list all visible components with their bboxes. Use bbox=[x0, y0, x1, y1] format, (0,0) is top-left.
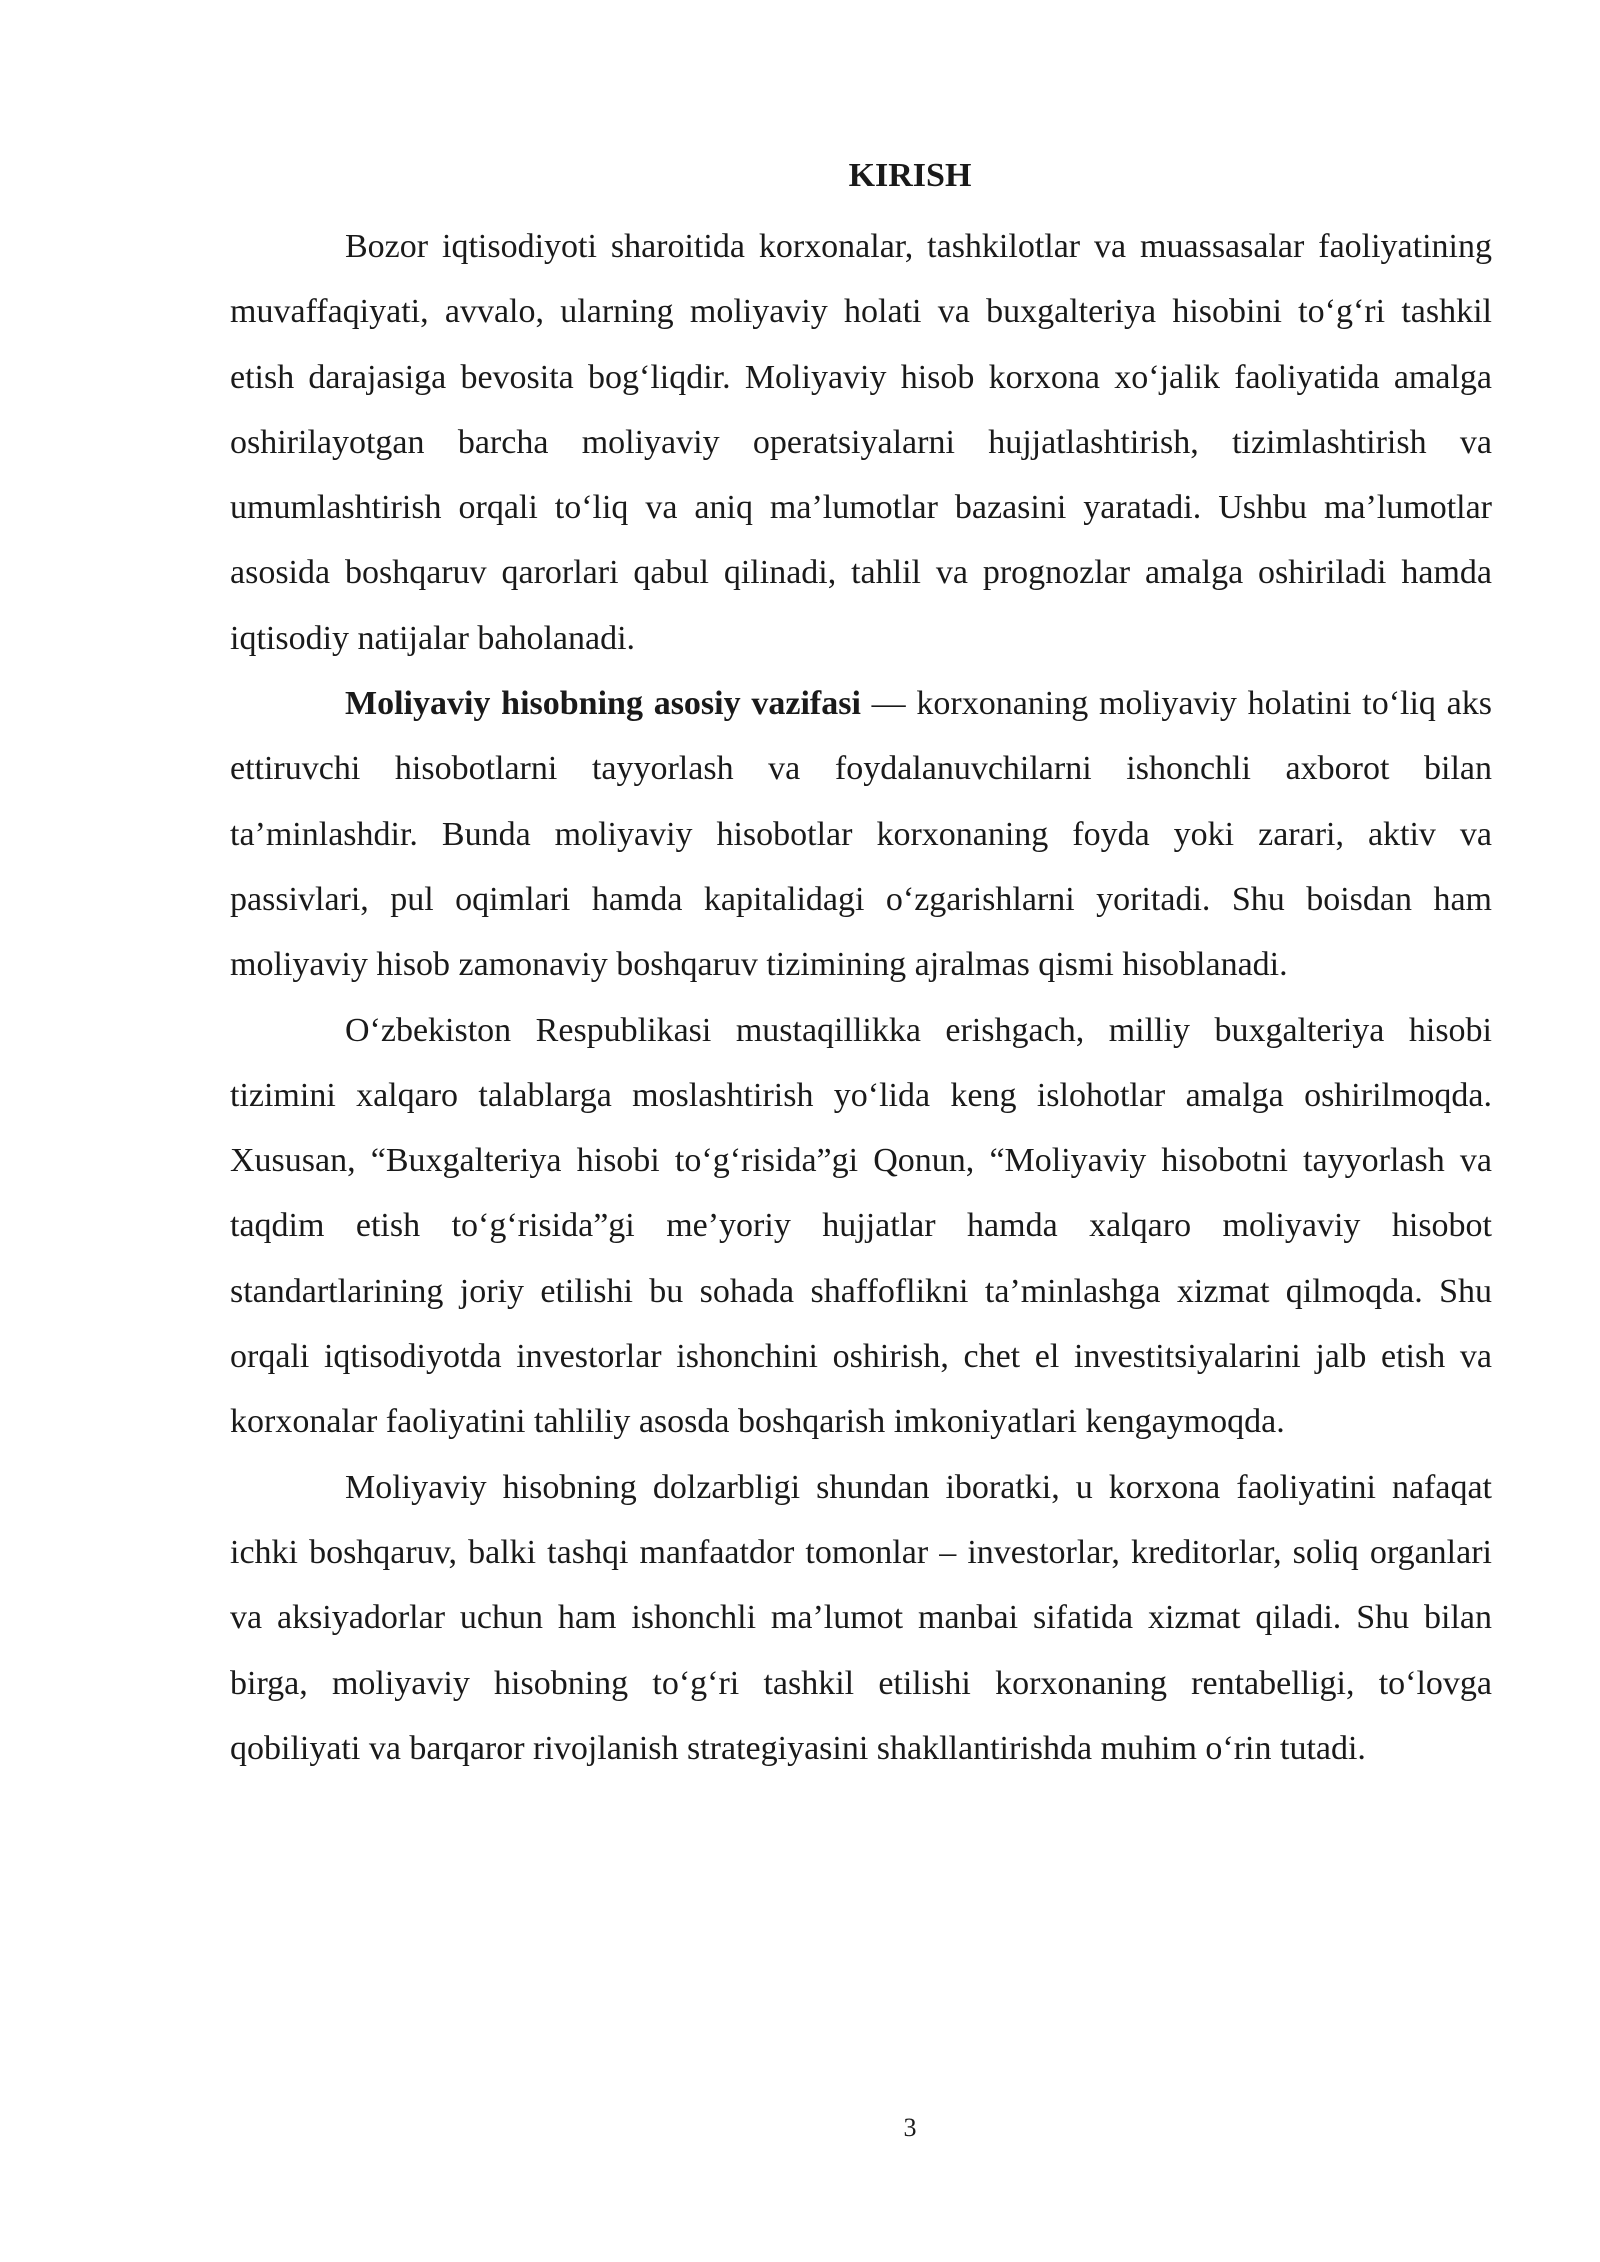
section-heading: KIRISH bbox=[848, 157, 972, 194]
paragraph-3-text: O‘zbekiston Respublikasi mustaqillikka erishgach, milliy buxgalteriya hisobi tizimini xalqaro talablarga moslashtirish yo‘lida keng islohotlar amalga oshirilmoqda. Xususan, “Buxgalteriya hisobi to‘g‘risida”gi Qonun, “Moliyaviy hisobotni tayyorlash va taqdim etish to‘g‘risida”gi me’yoriy hujjatlar hamda xalqaro moliyaviy hisobot standartlarining joriy etilishi bu sohada shaffoflikni ta’minlashga xizmat qilmoqda. Shu orqali iqtisodiyotda investorlar ishonchini oshirish, chet el investitsiyalarini jalb etish va korxonalar faoliyatini tahliliy asosda boshqarish imkoniyatlari kengaymoqda. bbox=[230, 1011, 1492, 1441]
paragraph-2-text: — korxonaning moliyaviy holatini to‘liq aks ettiruvchi hisobotlarni tayyorlash va foydalanuvchilarni ishonchli axborot bilan ta’minlashdir. Bunda moliyaviy hisobotlar korxonaning foyda yoki zarari, aktiv va passivlari, pul oqimlari hamda kapitalidagi o‘zgarishlarni yoritadi. Shu boisdan ham moliyaviy hisob zamonaviy boshqaruv tizimining ajralmas qismi hisoblanadi. bbox=[230, 685, 1492, 984]
paragraph-4 bbox=[230, 1455, 1492, 1781]
paragraph-2-lead-bold: Moliyaviy hisobning asosiy vazifasi bbox=[345, 685, 861, 723]
paragraph-4-text: Moliyaviy hisobning dolzarbligi shundan iboratki, u korxona faoliyatini nafaqat ichki boshqaruv, balki tashqi manfaatdor tomonlar – investorlar, kreditorlar, soliq organlari va aksiyadorlar uchun ham ishonchli ma’lumot manbai sifatida xizmat qiladi. Shu bilan birga, moliyaviy hisobning to‘g‘ri tashkil etilishi korxonaning rentabelligi, to‘lovga qobiliyati va barqaror rivojlanish strategiyasini shakllantirishda muhim o‘rin tutadi. bbox=[230, 1468, 1492, 1767]
paragraph-3 bbox=[230, 998, 1492, 1455]
paragraph-2 bbox=[230, 671, 1492, 997]
body-text bbox=[230, 214, 1492, 1781]
paragraph-1-text: Bozor iqtisodiyoti sharoitida korxonalar, tashkilotlar va muassasalar faoliyatining muvaffaqiyati, avvalo, ularning moliyaviy holati va buxgalteriya hisobini to‘g‘ri tashkil etish darajasiga bevosita bog‘liqdir. Moliyaviy hisob korxona xo‘jalik faoliyatida amalga oshirilayotgan barcha moliyaviy operatsiyalarni hujjatlashtirish, tizimlashtirish va umumlashtirish orqali to‘liq va aniq ma’lumotlar bazasini yaratadi. Ushbu ma’lumotlar asosida boshqaruv qarorlari qabul qilinadi, tahlil va prognozlar amalga oshiriladi hamda iqtisodiy natijalar baholanadi. bbox=[230, 228, 1492, 657]
paragraph-1 bbox=[230, 214, 1492, 671]
page-number: 3 bbox=[903, 2113, 917, 2142]
